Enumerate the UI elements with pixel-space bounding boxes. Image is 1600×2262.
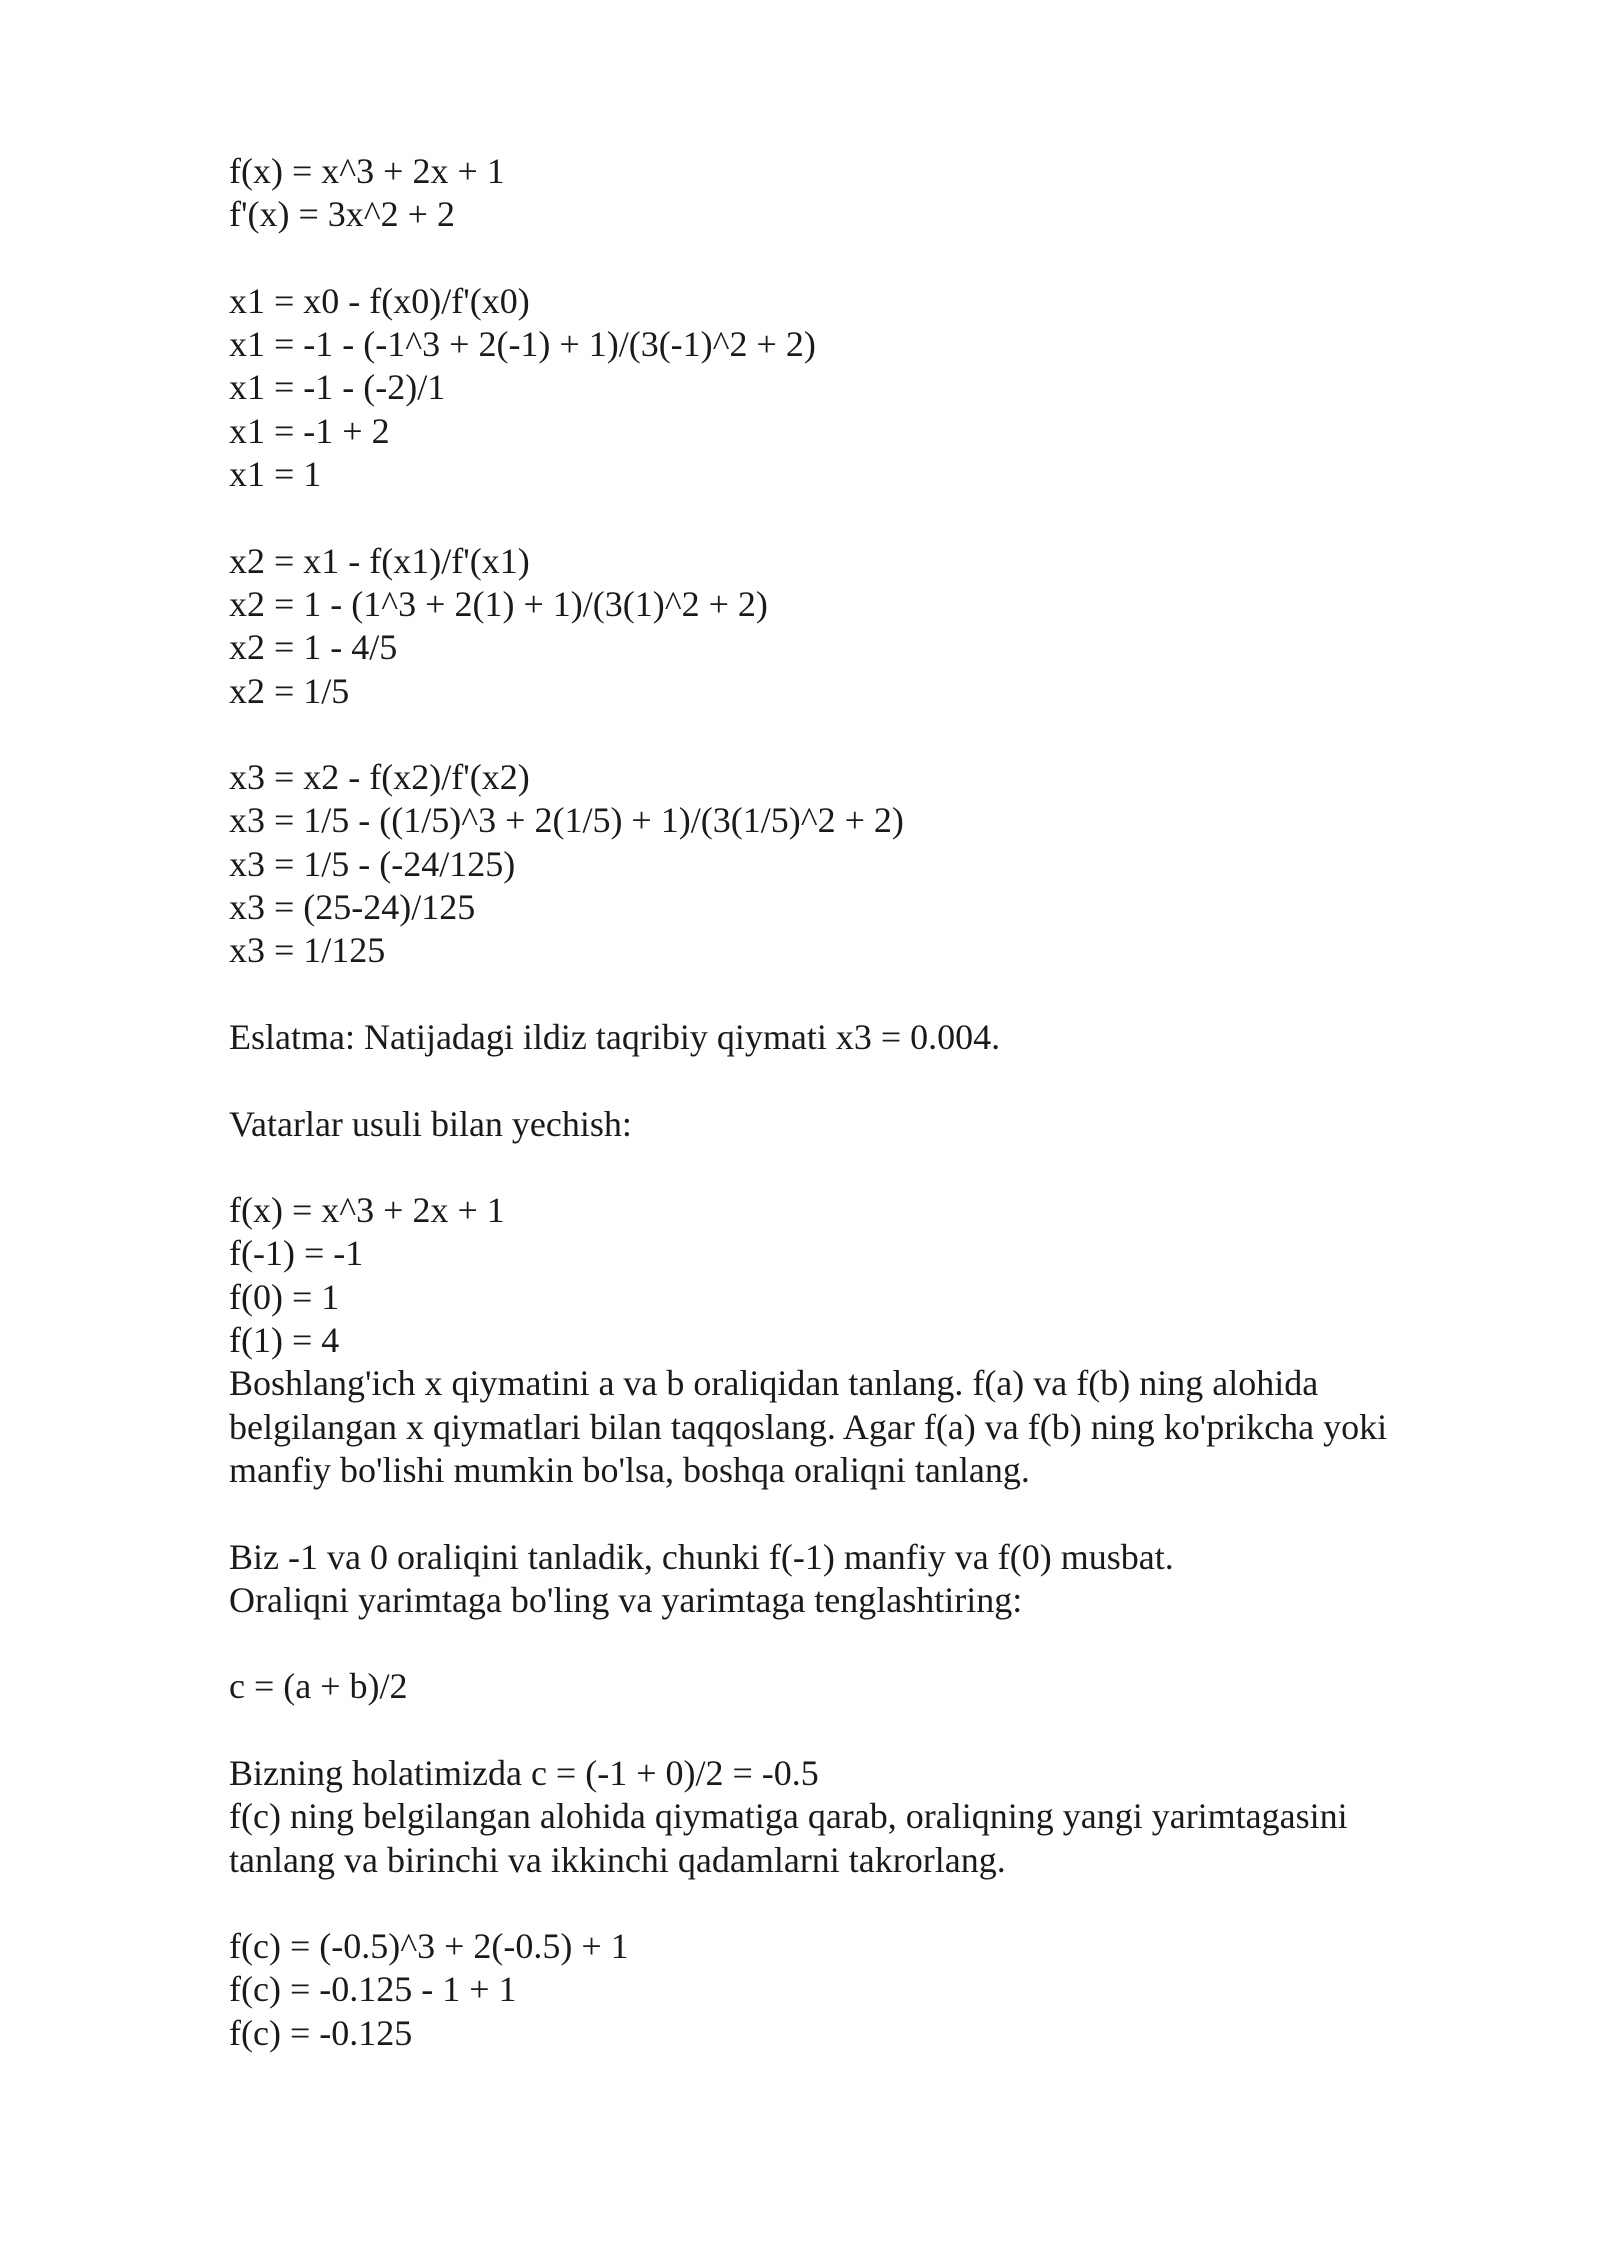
text-line: Biz -1 va 0 oraliqini tanladik, chunki f(-1) manfiy va f(0) musbat. [229,1536,1174,1577]
text-line: x2 = 1 - (1^3 + 2(1) + 1)/(3(1)^2 + 2) [229,583,768,624]
text-line: Bizning holatimizda c = (-1 + 0)/2 = -0.5 [229,1752,819,1793]
text-line: x1 = 1 [229,454,322,495]
text-line: Boshlang'ich x qiymatini a va b oraliqidan tanlang. f(a) va f(b) ning alohida [229,1363,1319,1404]
blank-line [229,496,1459,539]
blank-line [229,237,1459,280]
text-line: f(0) = 1 [229,1276,340,1317]
text-line: x1 = -1 - (-2)/1 [229,367,446,408]
text-line: x2 = 1 - 4/5 [229,627,398,668]
blank-line [229,1059,1459,1102]
text-line: Oraliqni yarimtaga bo'ling va yarimtaga tenglashtiring: [229,1579,1023,1620]
text-line: f(c) = -0.125 [229,2012,413,2053]
blank-line [229,973,1459,1016]
text-line: x1 = -1 - (-1^3 + 2(-1) + 1)/(3(-1)^2 + 2) [229,324,816,365]
section-heading: Vatarlar usuli bilan yechish: [229,1103,632,1144]
text-line: f(c) ning belgilangan alohida qiymatiga qarab, oraliqning yangi yarimtagasini [229,1796,1348,1837]
text-line: f'(x) = 3x^2 + 2 [229,194,455,235]
blank-line [229,1492,1459,1535]
text-line: belgilangan x qiymatlari bilan taqqoslang. Agar f(a) va f(b) ning ko'prikcha yoki [229,1406,1388,1447]
text-line: x3 = (25-24)/125 [229,887,476,928]
blank-line [229,1622,1459,1665]
text-line: f(x) = x^3 + 2x + 1 [229,1190,505,1231]
blank-line [229,1146,1459,1189]
text-line: x2 = 1/5 [229,670,350,711]
note-line: Eslatma: Natijadagi ildiz taqribiy qiymati x3 = 0.004. [229,1016,1001,1057]
text-line: f(c) = -0.125 - 1 + 1 [229,1969,517,2010]
text-line: x3 = 1/125 [229,930,386,971]
text-line: x1 = x0 - f(x0)/f'(x0) [229,280,530,321]
text-line: c = (a + b)/2 [229,1666,408,1707]
blank-line [229,713,1459,756]
text-line: x3 = 1/5 - ((1/5)^3 + 2(1/5) + 1)/(3(1/5)^2 + 2) [229,800,904,841]
blank-line [229,1882,1459,1925]
blank-line [229,1709,1459,1752]
text-line: x2 = x1 - f(x1)/f'(x1) [229,540,530,581]
text-line: manfiy bo'lishi mumkin bo'lsa, boshqa oraliqni tanlang. [229,1449,1030,1490]
text-line: f(c) = (-0.5)^3 + 2(-0.5) + 1 [229,1926,629,1967]
document-body [229,150,1459,2055]
text-line: x1 = -1 + 2 [229,410,390,451]
text-line: x3 = 1/5 - (-24/125) [229,843,516,884]
text-line: tanlang va birinchi va ikkinchi qadamlarni takrorlang. [229,1839,1006,1880]
text-line: f(x) = x^3 + 2x + 1 [229,151,505,191]
text-line: f(-1) = -1 [229,1233,364,1274]
text-line: x3 = x2 - f(x2)/f'(x2) [229,757,530,798]
text-line: f(1) = 4 [229,1320,340,1361]
